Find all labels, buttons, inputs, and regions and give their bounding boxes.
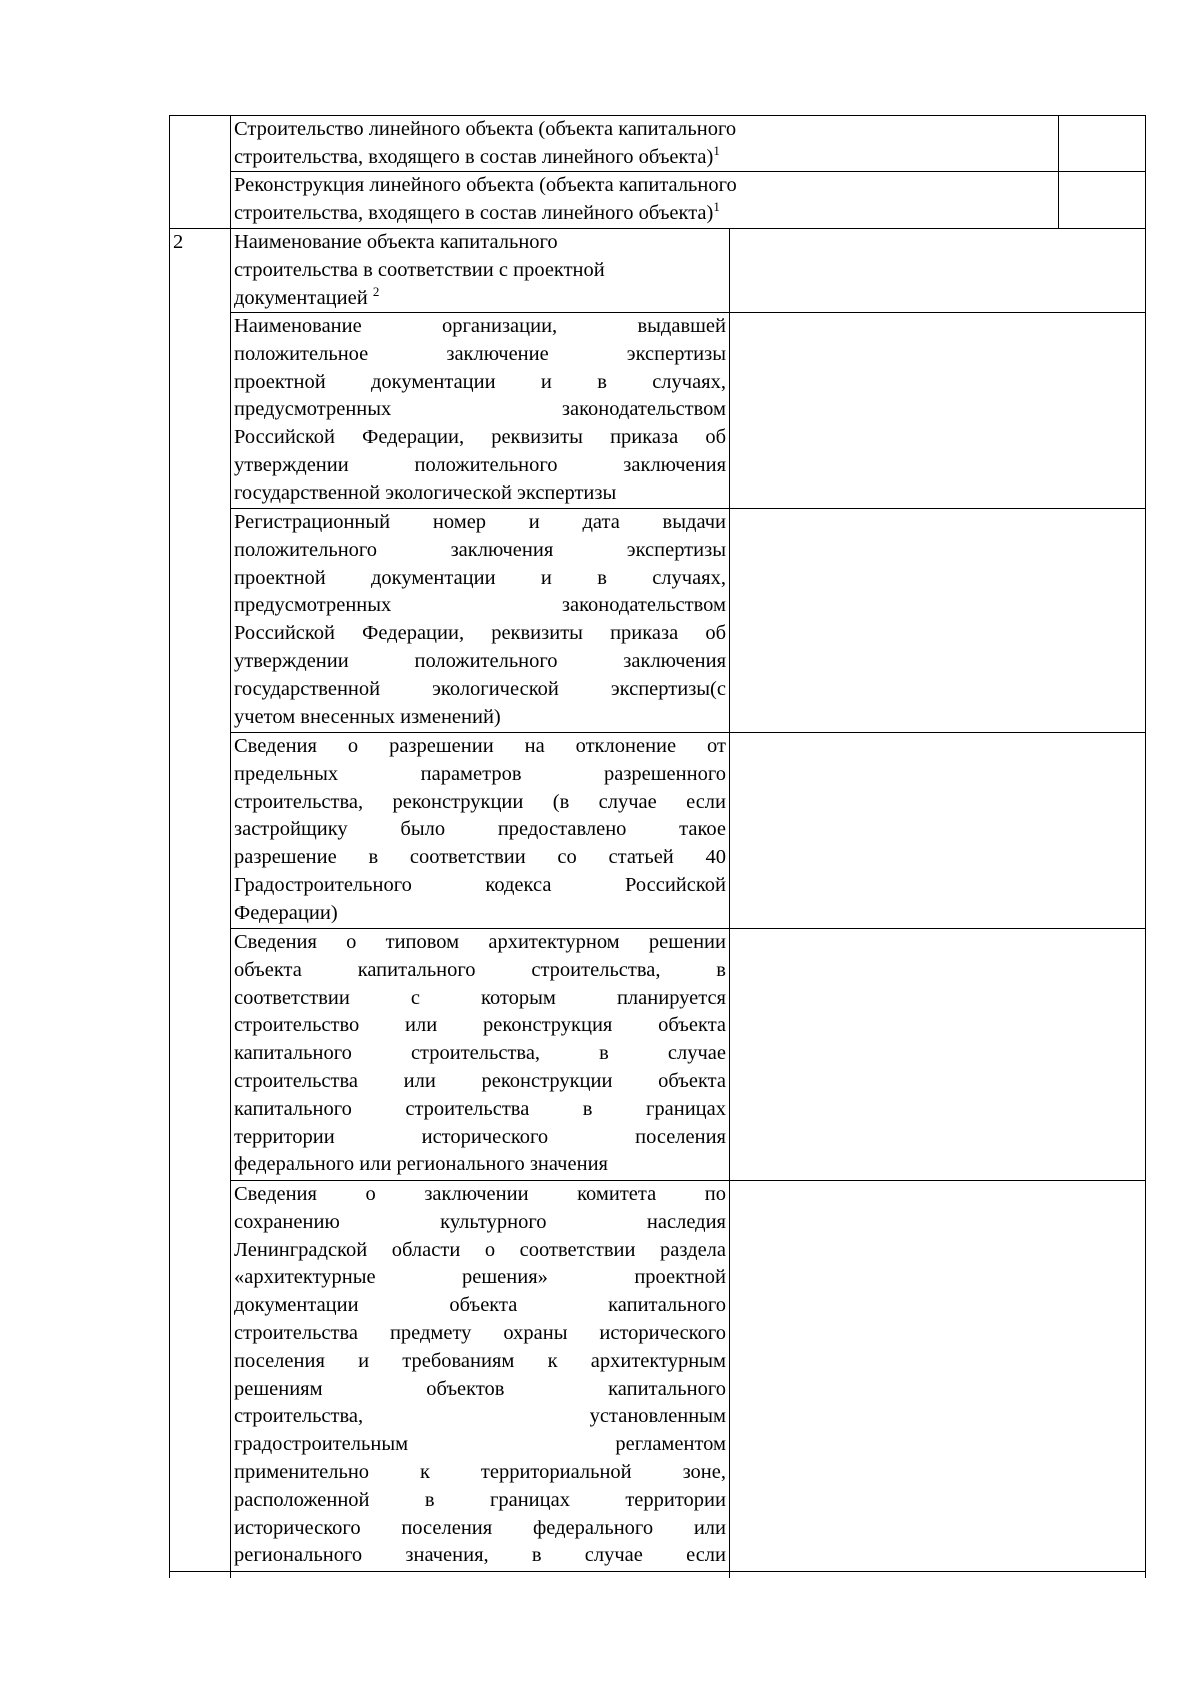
text-line: соответствии с которым планируется (234, 986, 726, 1009)
text-line: капитального строительства, в случае (234, 1042, 726, 1065)
text-line: поселения и требованиям к архитектурным (234, 1349, 726, 1372)
text-line (234, 285, 726, 313)
text-line: Наименование организации, выдавшей (234, 315, 726, 337)
footnote-marker: 2 (372, 283, 380, 299)
footnote-marker: 1 (713, 142, 720, 158)
text-line: проектной документации и в случаях, (234, 566, 726, 589)
text-line: строительства, реконструкции (в случае если (234, 790, 726, 813)
text-line: положительного заключения экспертизы (234, 538, 726, 561)
text-line-content: строительства, входящего в состав линейного объекта) (234, 201, 714, 224)
text-line: решениям объектов капитального (234, 1377, 726, 1400)
text-line: Сведения о типовом архитектурном решении (234, 931, 726, 953)
table-border-left (169, 115, 170, 1578)
text-line: государственной экологической экспертизы (234, 481, 617, 504)
text-line: Федерации) (234, 901, 338, 924)
text-line: учетом внесенных изменений) (234, 705, 501, 728)
text-line: Реконструкция линейного объекта (объекта капитального (234, 174, 737, 196)
text-line: утверждении положительного заключения (234, 453, 726, 476)
text-line: застройщику было предоставлено такое (234, 818, 726, 841)
text-line: строительства или реконструкции объекта (234, 1069, 726, 1092)
table-border-bottom (169, 1571, 1146, 1572)
text-line: Российской Федерации, реквизиты приказа об (234, 622, 726, 645)
text-line: сохранению культурного наследия (234, 1210, 726, 1233)
text-line: разрешение в соответствии со статьей 40 (234, 846, 726, 869)
text-line: объекта капитального строительства, в (234, 958, 726, 981)
text-line: Наименование объекта капитального (234, 231, 558, 253)
column-divider-value (729, 228, 730, 1578)
text-line: Регистрационный номер и дата выдачи (234, 511, 726, 533)
text-line: градостроительным регламентом (234, 1433, 726, 1456)
text-line: предусмотренных законодательством (234, 594, 726, 617)
heritage-committee-label (234, 1181, 726, 1570)
text-line-content: документацией (234, 286, 368, 309)
text-line: государственной экологической экспертизы(с (234, 677, 726, 700)
text-line: Российской Федерации, реквизиты приказа об (234, 426, 726, 449)
text-line: исторического поселения федерального или (234, 1516, 726, 1539)
text-line: территории исторического поселения (234, 1125, 726, 1148)
registration-label (234, 509, 726, 731)
expertise-org-value[interactable] (731, 313, 1144, 507)
text-line: регионального значения, в случае если (234, 1544, 726, 1567)
text-line: Ленинградской области о соответствии раздела (234, 1238, 726, 1261)
reconstruction-checkbox-cell[interactable] (1060, 172, 1144, 227)
text-line: применительно к территориальной зоне, (234, 1460, 726, 1483)
text-line: строительство или реконструкция объекта (234, 1014, 726, 1037)
text-line: Градостроительного кодекса Российской (234, 873, 726, 896)
text-line: документации объекта капитального (234, 1294, 726, 1317)
text-line: положительное заключение экспертизы (234, 342, 726, 365)
heritage-committee-value[interactable] (731, 1181, 1144, 1570)
text-line (234, 200, 1054, 228)
text-line: строительства предмету охраны исторического (234, 1321, 726, 1344)
construction-checkbox-cell[interactable] (1060, 116, 1144, 170)
text-line: проектной документации и в случаях, (234, 370, 726, 393)
registration-value[interactable] (731, 509, 1144, 731)
text-line: строительства, установленным (234, 1405, 726, 1428)
text-line: расположенной в границах территории (234, 1488, 726, 1511)
text-line: Строительство линейного объекта (объекта капитального (234, 118, 737, 140)
text-line: строительства в соответствии с проектной (234, 258, 605, 281)
text-line: капитального строительства в границах (234, 1097, 726, 1120)
deviation-permit-value[interactable] (731, 733, 1144, 927)
text-line: предусмотренных законодательством (234, 398, 726, 421)
object-name-label (234, 229, 726, 312)
text-line: утверждении положительного заключения (234, 649, 726, 672)
text-line: «архитектурные решения» проектной (234, 1266, 726, 1289)
reconstruction-row-text (234, 172, 1054, 228)
column-divider-number (230, 115, 231, 1578)
text-line: предельных параметров разрешенного (234, 762, 726, 785)
section-number: 2 (173, 231, 184, 253)
deviation-permit-label (234, 733, 726, 928)
text-line (234, 144, 1054, 172)
typical-solution-value[interactable] (731, 929, 1144, 1179)
table-border-right (1145, 115, 1146, 1578)
footnote-marker: 1 (713, 198, 720, 214)
text-line: Сведения о разрешении на отклонение от (234, 735, 726, 757)
typical-solution-label (234, 929, 726, 1179)
text-line: федерального или регионального значения (234, 1153, 608, 1176)
expertise-org-label (234, 313, 726, 508)
construction-row-text (234, 116, 1054, 172)
text-line-content: строительства, входящего в состав линейного объекта) (234, 145, 714, 168)
object-name-value[interactable] (731, 229, 1144, 311)
text-line: Сведения о заключении комитета по (234, 1183, 726, 1205)
